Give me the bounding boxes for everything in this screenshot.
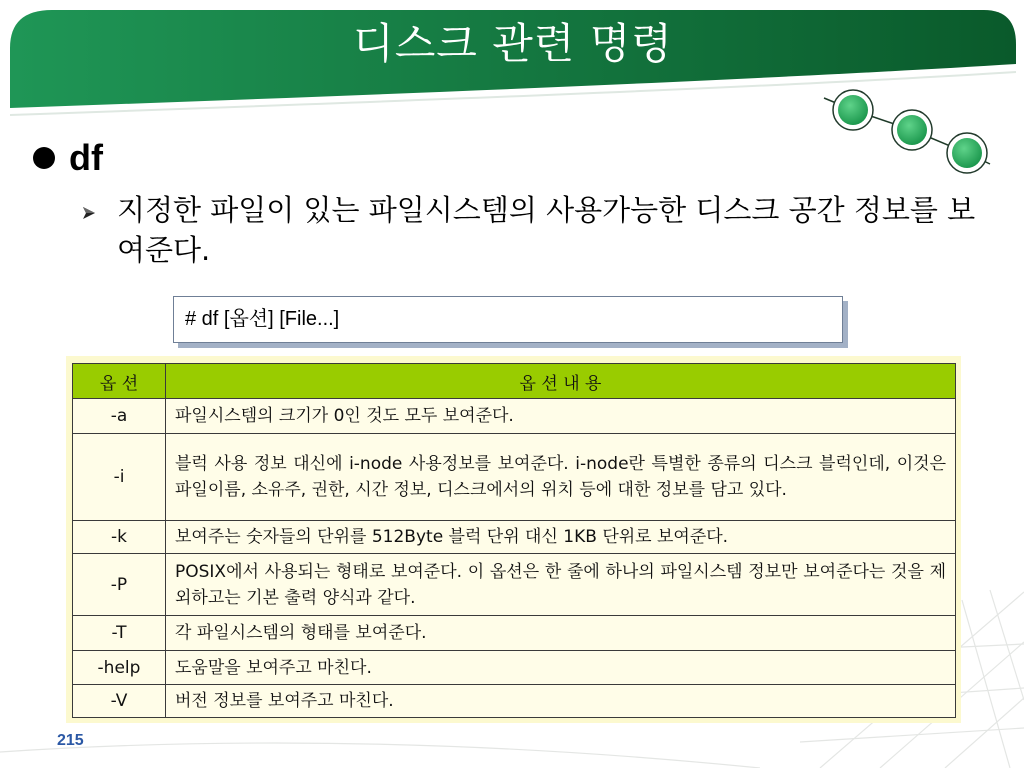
sub-bullet (80, 190, 990, 270)
option-description-cell: POSIX에서 사용되는 형태로 보여준다. 이 옵션은 한 줄에 하나의 파일시스템 정보만 보여준다는 것을 제외하고는 기본 출력 양식과 같다. (166, 554, 956, 616)
options-table-frame (66, 356, 961, 723)
option-cell: -k (73, 521, 166, 554)
decorative-circle (892, 110, 932, 150)
table-row (73, 521, 956, 554)
table-row (73, 685, 956, 718)
option-description-cell: 도움말을 보여주고 마친다. (166, 651, 956, 685)
main-bullet (33, 134, 103, 182)
option-cell: -help (73, 651, 166, 685)
table-row (73, 434, 956, 521)
option-description-cell: 블럭 사용 정보 대신에 i-node 사용정보를 보여준다. i-node란 특별한 종류의 디스크 블럭인데, 이것은 파일이름, 소유주, 권한, 시간 정보, 디스크에서의 위치 등에 대한 정보를 담고 있다. (166, 434, 956, 521)
background-grid-line (0, 743, 760, 768)
table-header-row (73, 364, 956, 399)
option-description-cell: 파일시스템의 크기가 0인 것도 모두 보여준다. (166, 399, 956, 434)
page-number: 215 (57, 732, 84, 749)
option-description-cell: 보여주는 숫자들의 단위를 512Byte 블럭 단위 대신 1KB 단위로 보여준다. (166, 521, 956, 554)
table-header-description: 옵 션 내 용 (166, 364, 956, 399)
decorative-circle (947, 133, 987, 173)
option-cell: -T (73, 616, 166, 651)
option-description-cell: 버전 정보를 보여주고 마친다. (166, 685, 956, 718)
option-cell: -i (73, 434, 166, 521)
table-header-option: 옵 션 (73, 364, 166, 399)
bullet-heading: df (69, 137, 103, 178)
arrow-bullet-icon (82, 206, 96, 220)
decorative-circle (833, 90, 873, 130)
table-row (73, 616, 956, 651)
command-syntax-box (173, 296, 843, 343)
table-row (73, 554, 956, 616)
options-table (72, 363, 956, 718)
command-syntax-text: # df [옵션] [File...] (185, 308, 340, 330)
option-cell: -P (73, 554, 166, 616)
slide-title: 디스크 관련 명령 (353, 19, 673, 68)
filled-circle-bullet-icon (33, 147, 55, 169)
option-description-cell: 각 파일시스템의 형태를 보여준다. (166, 616, 956, 651)
sub-bullet-text: 지정한 파일이 있는 파일시스템의 사용가능한 디스크 공간 정보를 보여준다. (117, 193, 976, 267)
table-row (73, 399, 956, 434)
option-cell: -V (73, 685, 166, 718)
table-row (73, 651, 956, 685)
option-cell: -a (73, 399, 166, 434)
